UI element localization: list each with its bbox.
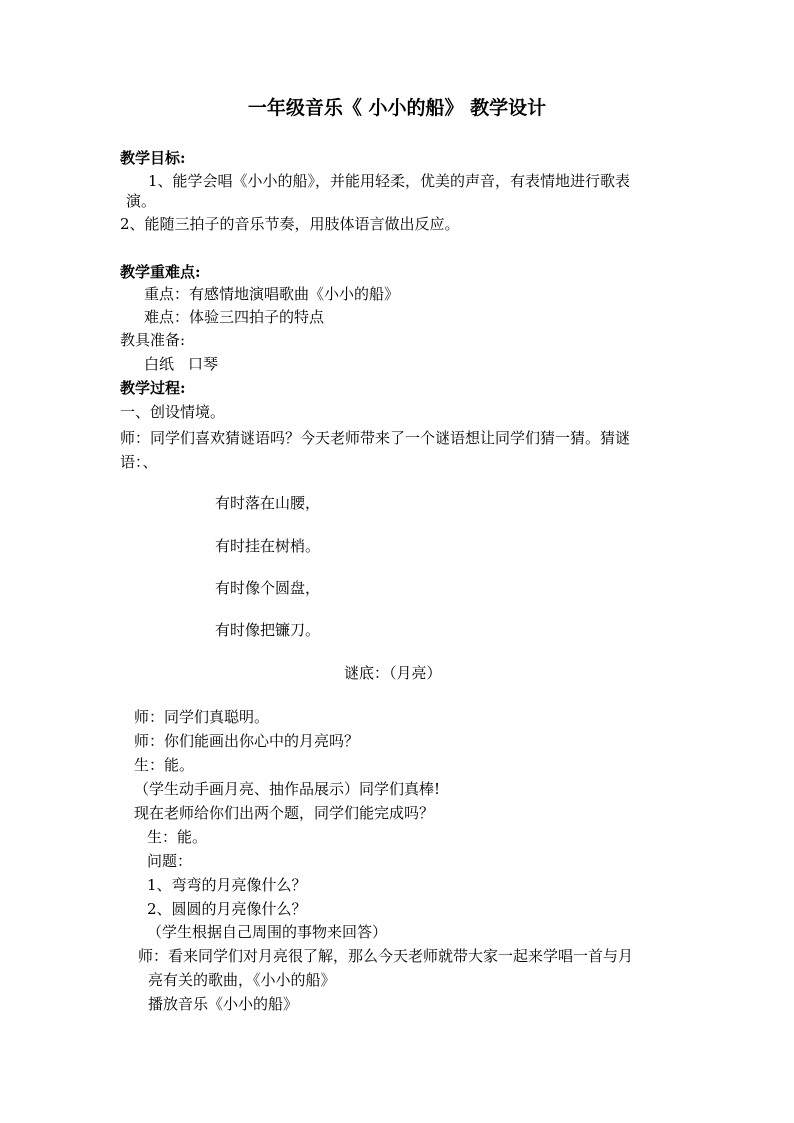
dialogue-line: 现在老师给你们出两个题，同学们能完成吗？ xyxy=(134,804,435,822)
riddle-answer: 谜底：（月亮） xyxy=(344,664,442,682)
objective-2: 2、能随三拍子的音乐节奏，用肢体语言做出反应。 xyxy=(120,215,460,233)
dialogue-line: 师：同学们真聪明。 xyxy=(134,708,270,726)
dialogue-line: 师：看来同学们对月亮很了解，那么今天老师就带大家一起来学唱一首与月 xyxy=(138,947,634,965)
key-point-focus: 重点：有感情地演唱歌曲《小小的船》 xyxy=(144,285,400,303)
dialogue-line: 2、圆圆的月亮像什么？ xyxy=(147,900,307,918)
objectives-heading: 教学目标: xyxy=(120,149,186,167)
dialogue-line: 1、弯弯的月亮像什么？ xyxy=(147,876,307,894)
dialogue-line: 师：你们能画出你心中的月亮吗？ xyxy=(134,732,360,750)
process-step-1: 一、创设情境。 xyxy=(120,403,226,421)
dialogue-line: 生：能。 xyxy=(134,756,195,774)
material-harmonica: 口琴 xyxy=(188,355,219,373)
riddle-line: 有时落在山腰， xyxy=(215,494,321,512)
process-heading: 教学过程: xyxy=(120,379,186,397)
objective-1-line-1: 1、能学会唱《小小的船》，并能用轻柔，优美的声音，有表情地进行歌表 xyxy=(148,172,631,190)
teacher-intro-line-2: 语：、 xyxy=(120,453,158,471)
dialogue-line: （学生动手画月亮、抽作品展示）同学们真棒! xyxy=(134,780,441,798)
key-point-difficulty: 难点：体验三四拍子的特点 xyxy=(144,308,325,326)
objective-1-line-2: 演。 xyxy=(126,192,157,210)
dialogue-line: 播放音乐《小小的船》 xyxy=(148,995,299,1013)
material-paper: 白纸 xyxy=(144,355,175,373)
teacher-intro-line-1: 师：同学们喜欢猜谜语吗？今天老师带来了一个谜语想让同学们猜一猜。猜谜 xyxy=(120,429,631,447)
dialogue-line: 亮有关的歌曲，《小小的船》 xyxy=(148,971,336,989)
riddle-line: 有时挂在树梢。 xyxy=(215,537,321,555)
dialogue-line: 问题： xyxy=(147,852,193,870)
materials-list xyxy=(144,354,218,374)
riddle-line: 有时像个圆盘， xyxy=(215,579,321,597)
dialogue-line: 生：能。 xyxy=(147,828,208,846)
dialogue-line: （学生根据自己周围的事物来回答） xyxy=(147,923,388,941)
document-title: 一年级音乐《 小小的船》 教学设计 xyxy=(247,97,547,119)
key-points-heading: 教学重难点: xyxy=(120,263,201,281)
materials-heading: 教具准备: xyxy=(120,331,186,349)
riddle-line: 有时像把镰刀。 xyxy=(215,621,321,639)
